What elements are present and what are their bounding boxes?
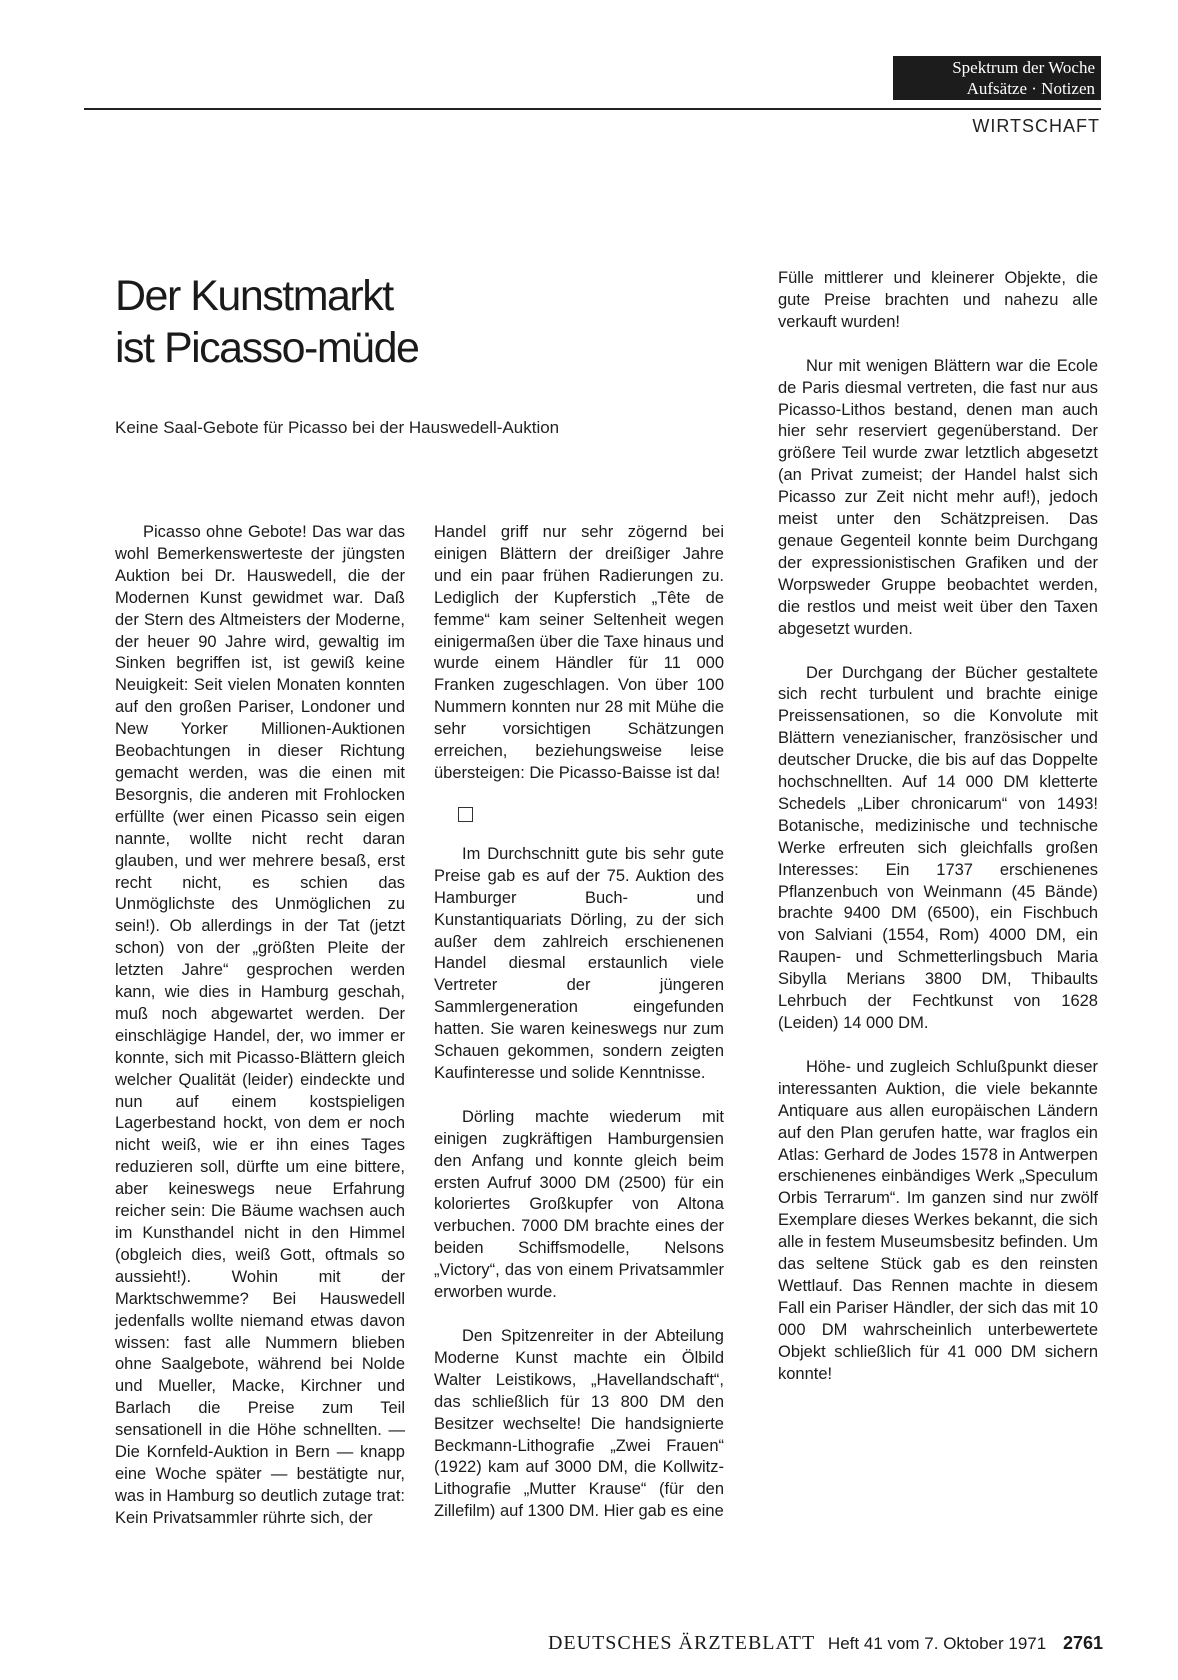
section-separator-box <box>458 807 473 822</box>
headline-line-2: ist Picasso-müde <box>115 324 419 372</box>
paragraph: Dörling machte wiederum mit einigen zugkräftigen Hamburgensien den Anfang und konnte gleich beim ersten Aufruf 3000 DM (2500) für ein koloriertes Großkupfer von Altona verbuchen. 7000 DM brachte eines der beiden Schiffsmodelle, Nelsons „Victory“, das von einem Privatsammler erworben wurde. <box>434 1107 724 1302</box>
section-label: WIRTSCHAFT <box>972 116 1100 136</box>
page-footer <box>459 1632 1103 1655</box>
paragraph: Den Spitzenreiter in der Abteilung Moderne Kunst machte ein Ölbild Walter Leistikows, „Havellandschaft“, das schließlich für 13 800 DM den Besitzer wechselte! Die handsignierte Beckmann-Lithografie „Zwei Frauen“ (1922) kam auf 3000 DM, die Kollwitz-Lithografie „Mutter Krause“ (für den Zillefilm) auf 1300 DM. Hier gab es eine <box>434 1327 724 1521</box>
paragraph: Handel griff nur sehr zögernd bei einigen Blättern der dreißiger Jahre und ein paar frühen Radierungen zu. Lediglich der Kupferstich „Tête de femme“ kam seiner Seltenheit wegen einigermaßen über die Taxe hinaus und wurde einem Händler für 11 000 Franken zugeschlagen. Von über 100 Nummern konnten nur 28 mit Mühe die sehr vorsichtigen Schätzungen erreichen, beziehungsweise leise übersteigen: Die Picasso-Baisse ist da! <box>434 523 724 782</box>
paragraph: Der Durchgang der Bücher gestaltete sich recht turbulent und brachte einige Preissensationen, so die Konvolute mit Blättern venezianischer, französischer und deutscher Drucke, die bis auf das Doppelte hochschnellten. Auf 14 000 DM kletterte Schedels „Liber chronicarum“ von 1493! Botanische, medizinische und technische Werke erfreuten sich gleichfalls großen Interesses: Ein 1737 erschienenes Pflanzenbuch von Weinmann (45 Bände) brachte 9400 DM (6500), ein Fischbuch von Salviani (1554, Rom) 4000 DM, ein Raupen- und Schmetterlingsbuch Maria Sibylla Merians 3800 DM, Thibaults Lehrbuch der Fechtkunst von 1628 (Leiden) 14 000 DM. <box>778 663 1098 1032</box>
paragraph: Im Durchschnitt gute bis sehr gute Preise gab es auf der 75. Auktion des Hamburger Buch- und Kunstantiquariats Dörling, zu der sich außer dem zahlreich erschienenen Handel diesmal erstaunlich viele Vertreter der jüngeren Sammlergeneration eingefunden hatten. Sie waren keineswegs nur zum Schauen gekommen, sondern zeigten Kaufinteresse und solide Kenntnisse. <box>434 844 724 1082</box>
page-number: 2761 <box>1062 1633 1103 1653</box>
text-column-1 <box>115 522 405 1530</box>
paragraph: Höhe- und zugleich Schlußpunkt dieser interessanten Auktion, die viele bekannte Antiquare aus allen europäischen Ländern auf den Plan gerufen hatte, war fraglos ein Atlas: Gerhard de Jodes 1578 in Antwerpen erschienenes einbändiges Werk „Speculum Orbis Terrarum“. Im ganzen sind nur zwölf Exemplare dieses Werkes bekannt, die sich alle in festem Museumsbesitz befinden. Um das seltene Stück gab es den reinsten Wettlauf. Das Rennen machte in diesem Fall ein Pariser Händler, der sich das mit 10 000 DM wahrscheinlich unterbewertete Objekt schließlich für 41 000 DM sichern konnte! <box>778 1057 1098 1383</box>
paragraph: Nur mit wenigen Blättern war die Ecole de Paris diesmal vertreten, die fast nur aus Picasso-Lithos bestand, denen man auch hier sehr reserviert gegenüberstand. Der größere Teil wurde zwar letztlich abgesetzt (an Privat zumeist; der Handel halst sich Picasso zur Zeit nicht mehr auf!), jedoch meist unter den Schätzpreisen. Das genaue Gegenteil konnte beim Durchgang der expressionistischen Grafiken und der Worpsweder Gruppe beobachtet werden, die restlos und meist weit über den Taxen abgesetzt wurden. <box>778 356 1098 638</box>
journal-name: DEUTSCHES ÄRZTEBLATT <box>547 1632 816 1654</box>
article-subtitle: Keine Saal-Gebote für Picasso bei der Hauswedell-Auktion <box>115 418 560 437</box>
article-headline <box>115 270 715 374</box>
badge-line-2: Aufsätze · Notizen <box>966 79 1095 98</box>
header-rule <box>84 108 1101 110</box>
text-column-3 <box>778 268 1098 1386</box>
paragraph: Picasso ohne Gebote! Das war das wohl Bemerkenswerteste der jüngsten Auktion bei Dr. Hauswedell, die der Modernen Kunst gewidmet war. Daß der Stern des Altmeisters der Moderne, der heuer 90 Jahre wird, gewaltig im Sinken begriffen ist, ist gewiß keine Neuigkeit: Seit vielen Monaten konnten auf den großen Pariser, Londoner und New Yorker Millionen-Auktionen Beobachtungen in dieser Richtung gemacht werden, was die einen mit Besorgnis, die anderen mit Frohlocken erfüllte (wer einen Picasso sein eigen nannte, wollte nicht recht daran glauben, und wer mehrere besaß, erst recht nicht, es schien das Unmöglichste des Unmöglichen zu sein!). Ob allerdings in der Tat (jetzt schon) von der „größten Pleite der letzten Jahre“ gesprochen werden kann, wie dies in Hamburg geschah, muß noch abgewartet werden. Der einschlägige Handel, der, wo immer er konnte, sich mit Picasso-Blättern gleich welcher Qualität (leider) eindeckte und nun auf einem kostspieligen Lagerbestand hockt, von dem er noch nicht weiß, wie er ihn eines Tages reduzieren soll, dürfte um eine bittere, aber keineswegs neue Erfahrung reicher sein: Die Bäume wachsen auch im Kunsthandel nicht in den Himmel (obgleich dies, weiß Gott, oftmals so aussieht!). Wohin mit der Marktschwemme? Bei Hauswedell jedenfalls wollte niemand etwas davon wissen: fast alle Nummern blieben ohne Saalgebote, während bei Nolde und Mueller, Macke, Kirchner und Barlach die Preise zum Teil sensationell in die Höhe schnellten. — Die Kornfeld-Auktion in Bern — knapp eine Woche später — bestätigte nur, was in Hamburg so deutlich zutage trat: Kein Privatsammler rührte sich, der <box>115 523 405 1527</box>
paragraph: Fülle mittlerer und kleinerer Objekte, die gute Preise brachten und nahezu alle verkauft wurden! <box>778 269 1098 331</box>
section-badge <box>893 56 1101 100</box>
badge-line-1: Spektrum der Woche <box>952 58 1095 77</box>
text-column-2 <box>434 522 724 1523</box>
issue-info: Heft 41 vom 7. Oktober 1971 <box>827 1634 1047 1653</box>
headline-line-1: Der Kunstmarkt <box>115 272 393 320</box>
